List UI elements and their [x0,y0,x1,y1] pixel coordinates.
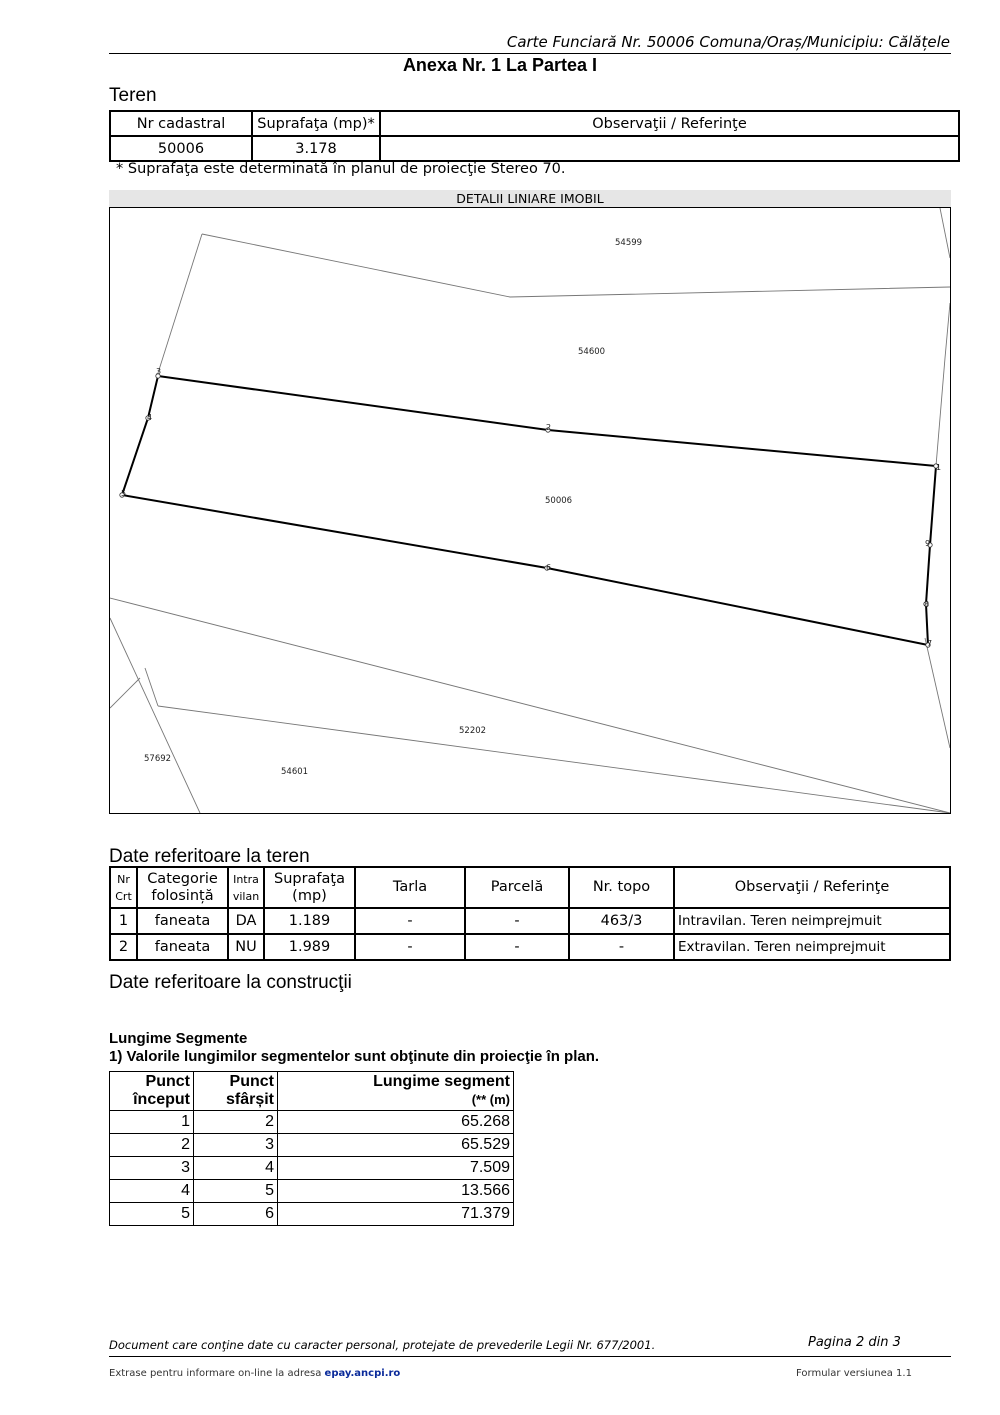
parcel-label-57692: 57692 [144,754,172,764]
cell: 2 [110,1134,194,1157]
cell: 13.566 [278,1180,514,1203]
cell: - [465,934,569,960]
map-title: DETALII LINIARE IMOBIL [109,190,951,207]
boundary-line [110,678,140,708]
segmente-heading [109,1030,599,1066]
cell: faneata [137,908,228,934]
date-teren-table [109,866,951,961]
header-tarla: Tarla [355,867,465,908]
parcel-label-54600: 54600 [578,347,606,357]
cell: 1.989 [264,934,355,960]
table-row [110,934,950,960]
teren-table [109,110,960,162]
cell: - [355,908,465,934]
header-divider [109,53,951,54]
footer-link[interactable]: epay.ancpi.ro [324,1368,401,1379]
parcel-50006-outline [122,376,936,645]
cell: 2 [110,934,137,960]
table-row [110,1203,514,1226]
neighbor-boundaries [110,208,950,813]
boundary-line [940,208,950,258]
teren-note: * Suprafaţa este determinată în planul de proiecţie Stereo 70. [116,161,566,177]
table-row [110,1072,514,1111]
boundary-line [110,598,950,813]
vertex-markers [120,374,938,647]
date-constructii-title: Date referitoare la construcţii [109,972,352,993]
segmente-title: Lungime Segmente [109,1030,248,1047]
cell: 5 [110,1203,194,1226]
map-drawing [110,208,950,813]
parcel-label-50006: 50006 [545,496,573,506]
table-row [110,111,959,136]
boundary-line [110,618,200,813]
boundary-line [158,234,202,373]
header-suprafata: Suprafaţa (mp) [264,867,355,908]
cell: 3 [194,1134,278,1157]
cell: - [465,908,569,934]
footer-note: Document care conţine date cu caracter personal, protejate de prevederile Legii Nr. 677/2001. [109,1338,656,1352]
parcel-label-54599: 54599 [615,238,643,248]
parcel-label-54601: 54601 [281,767,309,777]
table-row [110,908,950,934]
cell-observatii [380,136,959,161]
boundary-line [936,303,950,466]
header-suprafata: Suprafaţa (mp)* [252,111,380,136]
boundary-line [145,668,158,706]
header-intravilan: Intra vilan [228,867,264,908]
page-number: Pagina 2 din 3 [808,1335,901,1350]
header-lungime-label: Lungime segment [373,1073,510,1090]
cell: 5 [194,1180,278,1203]
point-label-2: 2 [546,423,552,432]
point-label-9: 9 [925,539,931,548]
header-lungime [278,1072,514,1111]
cell: NU [228,934,264,960]
cell: faneata [137,934,228,960]
header-punct-inceput: Punct început [110,1072,194,1111]
boundary-line [202,234,950,297]
boundary-line [925,638,950,748]
cell: DA [228,908,264,934]
header-nr-topo: Nr. topo [569,867,674,908]
header-nr-crt: Nr Crt [110,867,137,908]
header-observatii: Observaţii / Referinţe [380,111,959,136]
cell: 6 [194,1203,278,1226]
cell: Extravilan. Teren neimprejmuit [674,934,950,960]
document-header: Carte Funciară Nr. 50006 Comuna/Oraș/Municipiu: Călățele [506,33,950,51]
cadastral-map [109,207,951,814]
boundary-line [158,706,950,813]
segmente-subtitle: 1) Valorile lungimilor segmentelor sunt obţinute din proiecţie în plan. [109,1048,600,1065]
teren-title: Teren [109,85,157,106]
cell-nr-cadastral: 50006 [110,136,252,161]
anexa-title: Anexa Nr. 1 La Partea I [402,55,598,75]
header-categorie: Categorie folosință [137,867,228,908]
point-label-7: 7 [927,639,933,648]
table-row [110,1180,514,1203]
cell: 4 [110,1180,194,1203]
cell: 1 [110,1111,194,1134]
header-punct-sfarsit: Punct sfârșit [194,1072,278,1111]
point-label-4: 4 [147,413,153,422]
table-row [110,1157,514,1180]
cell-suprafata: 3.178 [252,136,380,161]
footer-divider [109,1356,951,1357]
point-label-3: 3 [156,367,162,376]
cell: 65.529 [278,1134,514,1157]
point-label-6: 6 [546,563,552,572]
point-label-5: 5 [121,489,127,498]
header-parcela: Parcelă [465,867,569,908]
cell: 1.189 [264,908,355,934]
header-lungime-unit: (** (m) [471,1092,510,1107]
cell: 463/3 [569,908,674,934]
cell: 4 [194,1157,278,1180]
cell: 3 [110,1157,194,1180]
cell: 1 [110,908,137,934]
cell: Intravilan. Teren neimprejmuit [674,908,950,934]
table-row [110,1111,514,1134]
cell: 71.379 [278,1203,514,1226]
point-label-8: 8 [924,600,930,609]
cell: 65.268 [278,1111,514,1134]
footer-version: Formular versiunea 1.1 [796,1368,912,1379]
header-observatii: Observaţii / Referinţe [674,867,950,908]
table-row [110,136,959,161]
cell: - [355,934,465,960]
table-row [110,1134,514,1157]
footer-source [109,1368,400,1379]
table-row [110,867,950,908]
cell: 7.509 [278,1157,514,1180]
footer-source-text: Extrase pentru informare on-line la adresa [109,1368,325,1379]
segmente-table [109,1071,514,1226]
cell: - [569,934,674,960]
date-teren-title: Date referitoare la teren [109,846,310,867]
point-label-1: 1 [936,463,942,472]
parcel-label-52202: 52202 [459,726,487,736]
header-nr-cadastral: Nr cadastral [110,111,252,136]
cell: 2 [194,1111,278,1134]
